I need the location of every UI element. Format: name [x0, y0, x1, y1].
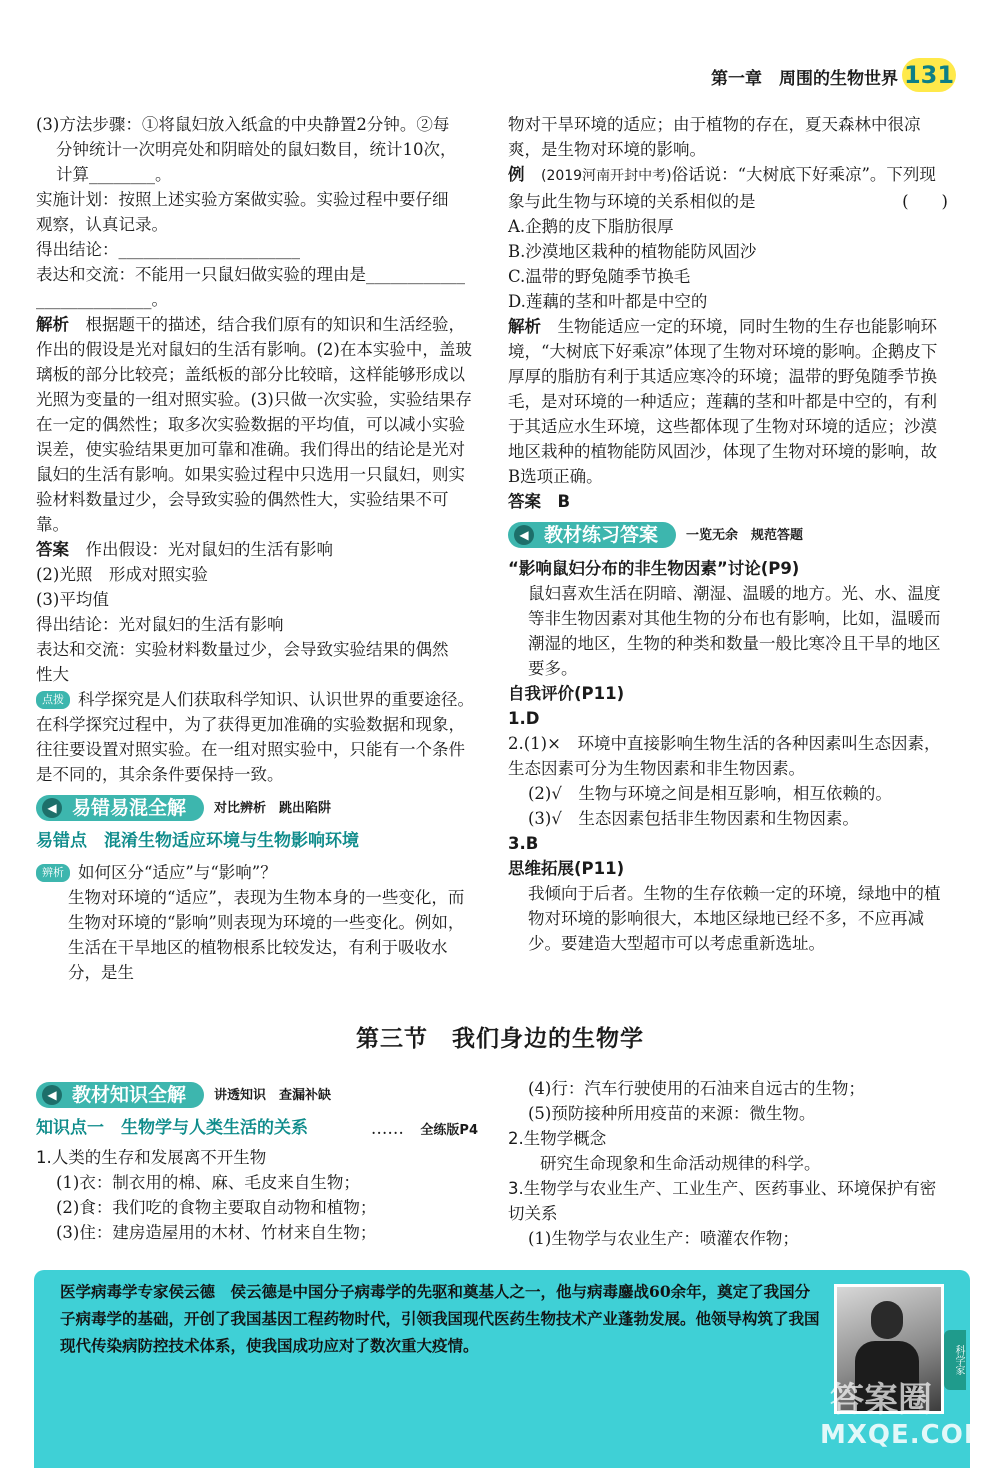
answer-label: 答案	[36, 540, 69, 559]
br-line-5: 3.生物学与农业生产、工业生产、医药事业、环境保护有密切关系	[508, 1179, 937, 1223]
bottom-left-column	[36, 1074, 478, 1245]
page-number: 131	[902, 58, 956, 92]
kp-line-1: 1.人类的生存和发展离不开生物	[36, 1148, 267, 1167]
answer-label-2: 答案	[508, 492, 541, 511]
knowledge-point-ref: 全练版P4	[420, 1123, 478, 1138]
knowledge-point-title: 知识点一 生物学与人类生活的关系	[36, 1118, 308, 1138]
option-d: D.莲藕的茎和叶都是中空的	[508, 292, 708, 311]
exercise-banner-title: 教材练习答案	[544, 524, 659, 546]
explain-cont: 物对干旱环境的适应；由于植物的存在，夏天森林中很凉爽，是生物对环境的影响。	[508, 115, 921, 159]
knowledge-banner-title: 教材知识全解	[72, 1084, 187, 1106]
error-banner-title: 易错易混全解	[72, 797, 187, 819]
option-c: C.温带的野兔随季节换毛	[508, 267, 691, 286]
example-question: 俗话说：“大树底下好乘凉”。下列现象与此生物与环境的关系相似的是	[508, 165, 936, 211]
knowledge-point-dots: ……	[370, 1119, 404, 1138]
self-eval-2c: (3)√ 生态因素包括非生物因素和生物因素。	[528, 809, 859, 828]
answer-paren: ( )	[902, 192, 948, 211]
exercise-banner-sub: 一览无余 规范答题	[686, 527, 804, 543]
self-eval-2: 2.(1)× 环境中直接影响生物生活的各种因素叫生态因素，生态因素可分为生物因素和非生物因素。	[508, 734, 941, 778]
watermark-seal: 答案圈	[830, 1380, 932, 1420]
scientist-name: 医学病毒学专家侯云德	[60, 1282, 216, 1301]
self-eval-3: 3.B	[508, 834, 539, 853]
self-eval-1: 1.D	[508, 709, 540, 728]
answer-line-4: 得出结论：光对鼠妇的生活有影响	[36, 615, 284, 634]
scientist-text: 侯云德是中国分子病毒学的先驱和奠基人之一，他与病毒鏖战60余年，奠定了我国分子病毒学的基础，开创了我国基因工程药物时代，引领我国现代医药生物技术产业蓬勃发展。他领导构筑了我国现代传染病防控技术体系，使我国成功应对了数次重大疫情。	[60, 1282, 820, 1355]
section-title: 第三节 我们身边的生物学	[356, 1026, 644, 1052]
answer-line-2: (2)光照 形成对照实验	[36, 565, 208, 584]
side-tag: 科学家	[944, 1330, 966, 1390]
option-b: B.沙漠地区栽种的植物能防风固沙	[508, 242, 757, 261]
br-line-3: 2.生物学概念	[508, 1129, 607, 1148]
kp-line-4: (3)住：建房造屋用的木材、竹材来自生物；	[56, 1223, 377, 1242]
example-label: 例	[508, 165, 525, 184]
analysis-text: 根据题干的描述，结合我们原有的知识和生活经验，作出的假设是光对鼠妇的生活有影响。(2)在本实验中，盖玻璃板的部分比较亮；盖纸板的部分比较暗，这样能够形成以光照为变量的一组对照实验。(3)只做一次实验，实验结果存在一定的偶然性；取多次实验数据的平均值，可以减小实验误差，使实验结果更加可靠和准确。我们得出的结论是光对鼠妇的生活有影响。如果实验过程中只选用一只鼠妇，则实验材料数量过少，会导致实验的偶然性大，实验结果不可靠。	[36, 315, 472, 534]
think-title: 思维拓展(P11)	[508, 859, 625, 878]
analysis-label-2: 解析	[508, 317, 541, 336]
answer-value: B	[557, 492, 571, 511]
knowledge-point-row	[36, 1116, 478, 1143]
option-a: A.企鹅的皮下脂肪很厚	[508, 217, 674, 236]
analysis-label: 解析	[36, 315, 69, 334]
tip-badge: 点拨	[36, 691, 70, 709]
br-line-2: (5)预防接种所用疫苗的来源：微生物。	[528, 1104, 816, 1123]
example-source: (2019河南开封中考)	[541, 168, 672, 184]
chapter-title: 第一章 周围的生物世界	[711, 69, 898, 89]
discussion-text: 鼠妇喜欢生活在阴暗、潮湿、温暖的地方。光、水、温度等非生物因素对其他生物的分布也有影响，比如，温暖而潮湿的地区，生物的种类和数量一般比寒冷且干旱的地区要多。	[528, 584, 941, 678]
answer-line-1: 作出假设：光对鼠妇的生活有影响	[85, 540, 333, 559]
exercise-banner	[508, 520, 948, 550]
megaphone-icon: ◀	[514, 525, 534, 545]
kp-line-3: (2)食：我们吃的食物主要取自动物和植物；	[56, 1198, 377, 1217]
analysis-text-2: 生物能适应一定的环境，同时生物的生存也能影响环境，“大树底下好乘凉”体现了生物对环境的影响。企鹅皮下厚厚的脂肪有利于其适应寒冷的环境；温带的野兔随季节换毛，是对环境的一种适应；莲藕的茎和叶都是中空的，有利于其适应水生环境，这些都体现了生物对环境的适应；沙漠地区栽种的植物能防风固沙，体现了生物对环境的影响，故B选项正确。	[508, 317, 938, 486]
explain-text: 生物对环境的“适应”，表现为生物本身的一些变化，而生物对环境的“影响”则表现为环境的一些变化。例如，生活在干旱地区的植物根系比较发达，有利于吸收水分，是生	[68, 888, 465, 982]
conclusion-blank: 得出结论：______________________	[36, 240, 300, 259]
self-eval-title: 自我评价(P11)	[508, 684, 625, 703]
express-blank-cont: ______________。	[36, 290, 168, 309]
knowledge-banner	[36, 1080, 478, 1110]
megaphone-icon: ◀	[42, 798, 62, 818]
br-line-6: (1)生物学与农业生产：喷灌农作物；	[528, 1229, 799, 1248]
right-column	[508, 112, 948, 956]
watermark-site: MXQE.COM	[820, 1420, 991, 1450]
page-header	[700, 58, 960, 94]
question-text: 如何区分“适应”与“影响”？	[78, 863, 277, 882]
kp-line-2: (1)衣：制衣用的棉、麻、毛皮来自生物；	[56, 1173, 360, 1192]
knowledge-banner-sub: 讲透知识 查漏补缺	[214, 1087, 332, 1103]
megaphone-icon: ◀	[42, 1085, 62, 1105]
think-text: 我倾向于后者。生物的生存依赖一定的环境，绿地中的植物对环境的影响很大，本地区绿地已经不多，不应再减少。要建造大型超市可以考虑重新选址。	[528, 884, 941, 953]
express-blank: 表达和交流：不能用一只鼠妇做实验的理由是____________	[36, 265, 465, 284]
plan-text: 实施计划：按照上述实验方案做实验。实验过程中要仔细	[36, 190, 449, 209]
answer-line-3: (3)平均值	[36, 590, 109, 609]
method-steps: (3)方法步骤：①将鼠妇放入纸盒的中央静置2分钟。②每	[36, 115, 450, 134]
plan-text-cont: 观察，认真记录。	[36, 215, 168, 234]
br-line-1: (4)行：汽车行驶使用的石油来自远古的生物；	[528, 1079, 865, 1098]
method-steps-cont: 分钟统计一次明亮处和阴暗处的鼠妇数目，统计10次，	[56, 140, 457, 159]
error-banner-sub: 对比辨析 跳出陷阱	[214, 800, 332, 816]
error-point-title: 易错点 混淆生物适应环境与生物影响环境	[36, 831, 359, 851]
error-banner	[36, 793, 478, 823]
distinguish-badge: 辨析	[36, 864, 70, 882]
br-line-4: 研究生命现象和生命活动规律的科学。	[540, 1154, 821, 1173]
method-steps-cont2: 计算________。	[56, 165, 172, 184]
left-column	[36, 112, 478, 985]
answer-line-5b: 性大	[36, 665, 69, 684]
answer-line-5: 表达和交流：实验材料数量过少，会导致实验结果的偶然	[36, 640, 449, 659]
bottom-right-column	[508, 1076, 948, 1251]
tip-text: 科学探究是人们获取科学知识、认识世界的重要途径。在科学探究过程中，为了获得更加准确的实验数据和现象，往往要设置对照实验。在一组对照实验中，只能有一个条件是不同的，其余条件要保持一致。	[36, 690, 474, 784]
self-eval-2b: (2)√ 生物与环境之间是相互影响，相互依赖的。	[528, 784, 892, 803]
discussion-title: “影响鼠妇分布的非生物因素”讨论(P9)	[508, 559, 800, 578]
